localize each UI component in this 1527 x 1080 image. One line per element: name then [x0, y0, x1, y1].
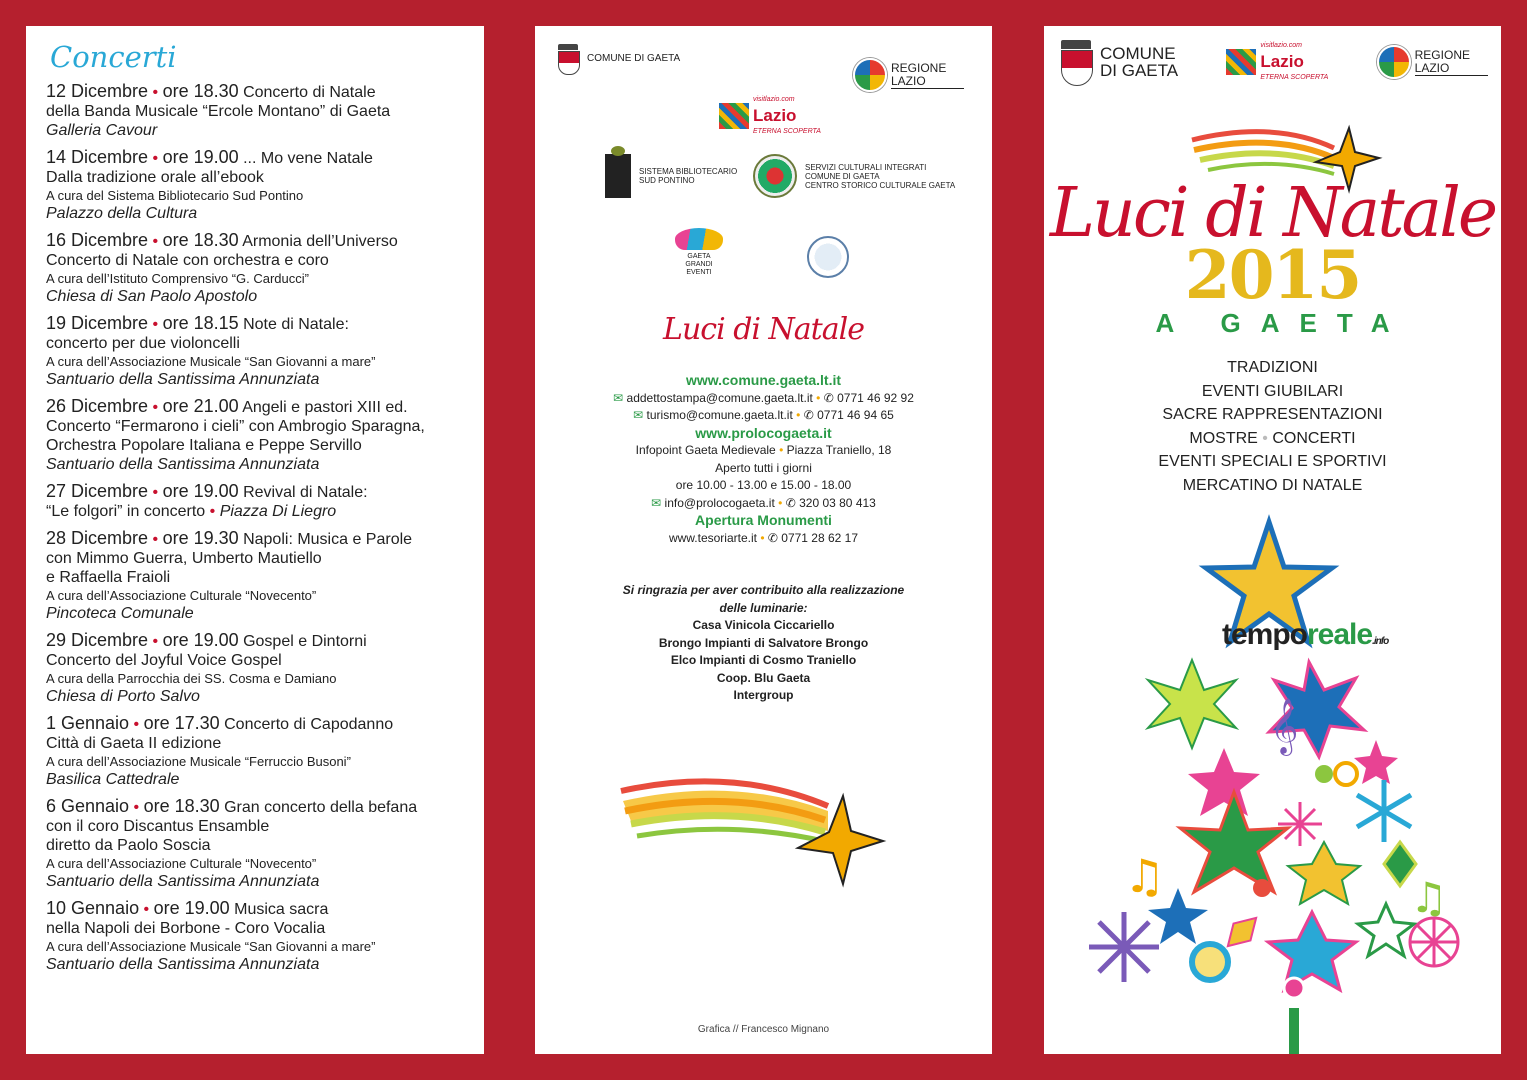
- concert-detail: nella Napoli dei Borbone - Coro Vocalia: [46, 920, 326, 937]
- concert-time: ore 19.00: [162, 147, 239, 167]
- concert-place: Piazza Di Liegro: [219, 503, 337, 520]
- regione-logo: [1377, 45, 1488, 79]
- lazio-mosaic-icon: [1226, 49, 1256, 75]
- phone-number: 0771 28 62 17: [781, 530, 859, 545]
- address-label: Piazza Traniello, 18: [786, 443, 892, 457]
- concert-item: [46, 714, 476, 789]
- mail-icon: ✉: [613, 390, 624, 405]
- concert-date: 29 Dicembre: [46, 630, 149, 650]
- book-icon: [605, 154, 631, 198]
- credits: Grafica // Francesco Mignano: [697, 1024, 830, 1035]
- concert-name: Musica sacra: [234, 901, 329, 918]
- email-link[interactable]: addettostampa@comune.gaeta.lt.it: [626, 390, 813, 405]
- website-link[interactable]: www.comune.gaeta.lt.it: [685, 372, 842, 388]
- concert-time: ore 19.00: [162, 481, 239, 501]
- bullet-icon: •: [152, 316, 159, 333]
- thanks-intro: delle luminarie:: [719, 600, 808, 615]
- website-link[interactable]: www.tesoriarte.it: [668, 530, 757, 545]
- concert-detail: e Raffaella Fraioli: [46, 569, 171, 586]
- servizi-label: COMUNE DI GAETA: [805, 171, 880, 181]
- lazio-label: Lazio: [1260, 52, 1304, 71]
- comune-label: COMUNE: [1100, 44, 1176, 63]
- phone-icon: ✆: [823, 390, 834, 405]
- mail-icon: ✉: [651, 495, 662, 510]
- servizi-label: SERVIZI CULTURALI INTEGRATI: [805, 162, 927, 172]
- bullet-icon: •: [133, 716, 140, 733]
- svg-text:𝄞: 𝄞: [1270, 698, 1299, 754]
- concert-organizer: A cura dell’Associazione Musicale “San Giovanni a mare”: [46, 354, 376, 369]
- lazio-logo: [1226, 38, 1328, 86]
- concert-organizer: A cura dell’Associazione Culturale “Novecento”: [46, 588, 317, 603]
- concert-name: Armonia dell’Universo: [242, 233, 398, 250]
- regione-emblem-icon: [853, 58, 887, 92]
- info-panel: [535, 26, 992, 1054]
- concert-item: [46, 899, 476, 974]
- concert-organizer: A cura della Parrocchia dei SS. Cosma e Damiano: [46, 671, 337, 686]
- cover-logo-row: [1060, 38, 1488, 86]
- sponsor-item: Casa Vinicola Ciccariello: [692, 618, 835, 632]
- concert-time: ore 19.30: [162, 528, 239, 548]
- concert-organizer: A cura del Sistema Bibliotecario Sud Pontino: [46, 188, 304, 203]
- bullet-icon: •: [133, 799, 140, 816]
- svg-text:♫: ♫: [1124, 849, 1166, 903]
- cover-panel: [1044, 26, 1501, 1054]
- concert-name: ... Mo vene Natale: [243, 150, 373, 167]
- bullet-icon: •: [152, 531, 159, 548]
- regione-label: REGIONE: [891, 60, 947, 75]
- biblio-logo: [605, 154, 737, 198]
- gge-label: GRANDI: [685, 261, 713, 268]
- concert-item: [46, 482, 476, 521]
- comune-logo: [557, 44, 680, 72]
- cover-title: Luci di Natale: [1049, 174, 1496, 253]
- gge-label: EVENTI: [686, 269, 712, 276]
- contact-info: www.comune.gaeta.lt.it ✉ addettostampa@comune.gaeta.lt.it • ✆ 0771 46 92 92 ✉ turismo@comune.gaeta.lt.it • ✆ 0771 46 94 65 www.prolocogaeta.it Infopoint Gaeta Medievale • Piazza Traniello, 18 Aperto tutti i giorni ore 10.00 - 13.00 e 15.00 - 18.00 ✉ info@prolocogaeta.it • ✆ 320 03 80 413 Apertura Monumenti www.tesoriarte.it • ✆ 0771 28 62 17: [535, 372, 992, 547]
- theme-item: MOSTRE: [1189, 429, 1258, 447]
- lazio-logo: [719, 92, 821, 140]
- concert-time: ore 18.30: [143, 796, 220, 816]
- concert-date: 1 Gennaio: [46, 713, 130, 733]
- concert-date: 26 Dicembre: [46, 396, 149, 416]
- biblio-label: SISTEMA BIBLIOTECARIO: [639, 167, 738, 176]
- concert-name: Gospel e Dintorni: [243, 633, 367, 650]
- cover-place: A GAETA: [1155, 308, 1410, 338]
- comune-logo: [1060, 40, 1178, 84]
- tempo-reale-logo: [1222, 618, 1388, 652]
- concert-name: Concerto di Natale: [243, 84, 376, 101]
- sponsor-item: Brongo Impianti di Salvatore Brongo: [658, 635, 869, 650]
- concert-detail: Concerto di Natale con orchestra e coro: [46, 252, 329, 269]
- bullet-icon: •: [209, 503, 216, 520]
- concert-date: 14 Dicembre: [46, 147, 149, 167]
- crest-icon: [557, 44, 579, 72]
- concert-place: Santuario della Santissima Annunziata: [46, 873, 320, 890]
- hours-label: ore 10.00 - 13.00 e 15.00 - 18.00: [675, 478, 852, 492]
- bullet-icon: •: [152, 399, 159, 416]
- sponsor-item: Elco Impianti di Cosmo Traniello: [670, 653, 857, 667]
- lazio-url: visitlazio.com: [1260, 42, 1303, 49]
- reale-label: reale: [1307, 618, 1373, 651]
- luci-di-natale-title: Luci di Natale: [663, 312, 864, 347]
- concert-name: Note di Natale:: [243, 316, 349, 333]
- wave-icon: [675, 228, 723, 250]
- concert-date: 10 Gennaio: [46, 898, 140, 918]
- concert-place: Santuario della Santissima Annunziata: [46, 371, 320, 388]
- concert-name: Gran concerto della befana: [224, 799, 418, 816]
- regione-emblem-icon: [1377, 45, 1411, 79]
- concert-date: 19 Dicembre: [46, 313, 149, 333]
- info-label: .info: [1372, 636, 1389, 647]
- concert-place: Pincoteca Comunale: [46, 605, 194, 622]
- servizi-logo: [753, 154, 955, 198]
- concert-date: 27 Dicembre: [46, 481, 149, 501]
- concert-detail: Concerto “Fermarono i cieli” con Ambrogio Sparagna,: [46, 418, 425, 435]
- concert-organizer: A cura dell’Istituto Comprensivo “G. Carducci”: [46, 271, 309, 286]
- sponsor-item: Coop. Blu Gaeta: [716, 670, 811, 685]
- phone-icon: ✆: [785, 495, 796, 510]
- theme-item: CONCERTI: [1272, 429, 1356, 447]
- bullet-icon: •: [152, 633, 159, 650]
- phone-icon: ✆: [803, 408, 814, 422]
- gge-label: GAETA: [687, 253, 711, 260]
- concert-detail: della Banda Musicale “Ercole Montano” di Gaeta: [46, 103, 391, 120]
- email-link[interactable]: info@prolocogaeta.it: [664, 495, 775, 510]
- concert-item: [46, 148, 476, 223]
- concert-detail: Orchestra Popolare Italiana e Peppe Servillo: [46, 437, 362, 454]
- concert-time: ore 18.30: [162, 230, 239, 250]
- lazio-url: visitlazio.com: [753, 96, 795, 103]
- email-link[interactable]: turismo@comune.gaeta.lt.it: [646, 408, 793, 422]
- bullet-icon: •: [152, 150, 159, 167]
- bullet-icon: •: [1262, 429, 1268, 447]
- mail-icon: ✉: [633, 408, 644, 422]
- bullet-icon: •: [143, 901, 150, 918]
- concerts-title: Concerti: [50, 40, 177, 74]
- concert-item: [46, 529, 476, 623]
- concert-date: 12 Dicembre: [46, 81, 149, 101]
- svg-text:♫: ♫: [1410, 873, 1448, 922]
- tempo-label: tempo: [1222, 618, 1307, 651]
- concert-detail: Città di Gaeta II edizione: [46, 735, 222, 752]
- concert-date: 16 Dicembre: [46, 230, 149, 250]
- concert-place: Chiesa di Porto Salvo: [46, 688, 200, 705]
- concert-name: Angeli e pastori XIII ed.: [242, 399, 408, 416]
- theme-item: SACRE RAPPRESENTAZIONI: [1162, 406, 1383, 423]
- concert-time: ore 17.30: [143, 713, 220, 733]
- monumenti-heading: Apertura Monumenti: [695, 512, 832, 528]
- concert-detail: Dalla tradizione orale all’ebook: [46, 169, 264, 186]
- concert-time: ore 18.15: [162, 313, 239, 333]
- lazio-slogan: ETERNA SCOPERTA: [753, 128, 821, 135]
- seal-icon: [753, 154, 797, 198]
- concert-item: [46, 397, 476, 474]
- concert-item: [46, 82, 476, 140]
- regione-label: REGIONE: [1414, 47, 1470, 62]
- comune-label: COMUNE DI GAETA: [587, 52, 681, 64]
- theme-item: TRADIZIONI: [1227, 359, 1318, 376]
- phone-icon: ✆: [767, 530, 778, 545]
- thanks-intro: Si ringrazia per aver contribuito alla realizzazione: [622, 583, 905, 597]
- concert-date: 6 Gennaio: [46, 796, 130, 816]
- concert-organizer: A cura dell’Associazione Musicale “Ferruccio Busoni”: [46, 754, 351, 769]
- lazio-slogan: ETERNA SCOPERTA: [1260, 74, 1329, 81]
- crest-icon: [1060, 40, 1094, 84]
- comune-label: DI GAETA: [1100, 61, 1179, 80]
- concert-name: Concerto di Capodanno: [224, 716, 394, 733]
- concert-place: Galleria Cavour: [46, 122, 158, 139]
- concert-detail: concerto per due violoncelli: [46, 335, 240, 352]
- concert-name: Napoli: Musica e Parole: [243, 531, 413, 548]
- phone-number: 320 03 80 413: [799, 495, 876, 510]
- concert-detail: diretto da Paolo Soscia: [46, 837, 211, 854]
- bullet-icon: •: [152, 84, 159, 101]
- phone-number: 0771 46 92 92: [837, 390, 914, 405]
- concert-list: [46, 82, 476, 982]
- concert-detail: con il coro Discantus Ensamble: [46, 818, 270, 835]
- concert-organizer: A cura dell’Associazione Musicale “San Giovanni a mare”: [46, 939, 376, 954]
- concert-detail: “Le folgori” in concerto: [46, 503, 206, 520]
- regione-label: LAZIO: [1414, 60, 1450, 75]
- concert-place: Santuario della Santissima Annunziata: [46, 456, 320, 473]
- theme-item: MERCATINO DI NATALE: [1182, 476, 1363, 494]
- concert-place: Chiesa di San Paolo Apostolo: [46, 288, 258, 305]
- sponsor-item: Intergroup: [733, 688, 794, 702]
- gge-logo: [675, 228, 723, 277]
- theme-item: EVENTI GIUBILARI: [1201, 382, 1344, 400]
- association-seal-icon: [807, 236, 849, 278]
- theme-item: EVENTI SPECIALI E SPORTIVI: [1158, 453, 1387, 470]
- concert-date: 28 Dicembre: [46, 528, 149, 548]
- phone-number: 0771 46 94 65: [817, 408, 894, 422]
- concert-item: [46, 314, 476, 389]
- concert-detail: con Mimmo Guerra, Umberto Mautiello: [46, 550, 322, 567]
- themes-list: [1044, 356, 1501, 497]
- servizi-label: CENTRO STORICO CULTURALE GAETA: [805, 180, 956, 190]
- concert-item: [46, 631, 476, 706]
- concert-time: ore 18.30: [162, 81, 239, 101]
- concert-detail: Concerto del Joyful Voice Gospel: [46, 652, 282, 669]
- christmas-tree-illustration: [1064, 512, 1484, 1054]
- concert-place: Basilica Cattedrale: [46, 771, 180, 788]
- cover-year: 2015: [1184, 236, 1361, 314]
- lazio-mosaic-icon: [719, 103, 749, 129]
- concert-name: Revival di Natale:: [243, 484, 368, 501]
- concert-place: Palazzo della Cultura: [46, 205, 198, 222]
- concert-time: ore 21.00: [162, 396, 239, 416]
- concert-time: ore 19.00: [153, 898, 230, 918]
- concert-place: Santuario della Santissima Annunziata: [46, 956, 320, 973]
- lazio-label: Lazio: [753, 106, 797, 125]
- shooting-star-icon: [613, 756, 893, 896]
- bullet-icon: •: [152, 233, 159, 250]
- regione-logo: [853, 58, 964, 92]
- opening-label: Aperto tutti i giorni: [715, 460, 812, 475]
- regione-label: LAZIO: [891, 73, 926, 88]
- concert-item: [46, 231, 476, 306]
- bullet-icon: •: [152, 484, 159, 501]
- biblio-label: SUD PONTINO: [639, 176, 695, 185]
- concerts-panel: [26, 26, 484, 1054]
- concert-time: ore 19.00: [162, 630, 239, 650]
- concert-item: [46, 797, 476, 891]
- thanks-section: [535, 582, 992, 705]
- concert-organizer: A cura dell’Associazione Culturale “Novecento”: [46, 856, 317, 871]
- website-link[interactable]: www.prolocogaeta.it: [695, 424, 832, 441]
- infopoint-label: Infopoint Gaeta Medievale: [635, 443, 776, 457]
